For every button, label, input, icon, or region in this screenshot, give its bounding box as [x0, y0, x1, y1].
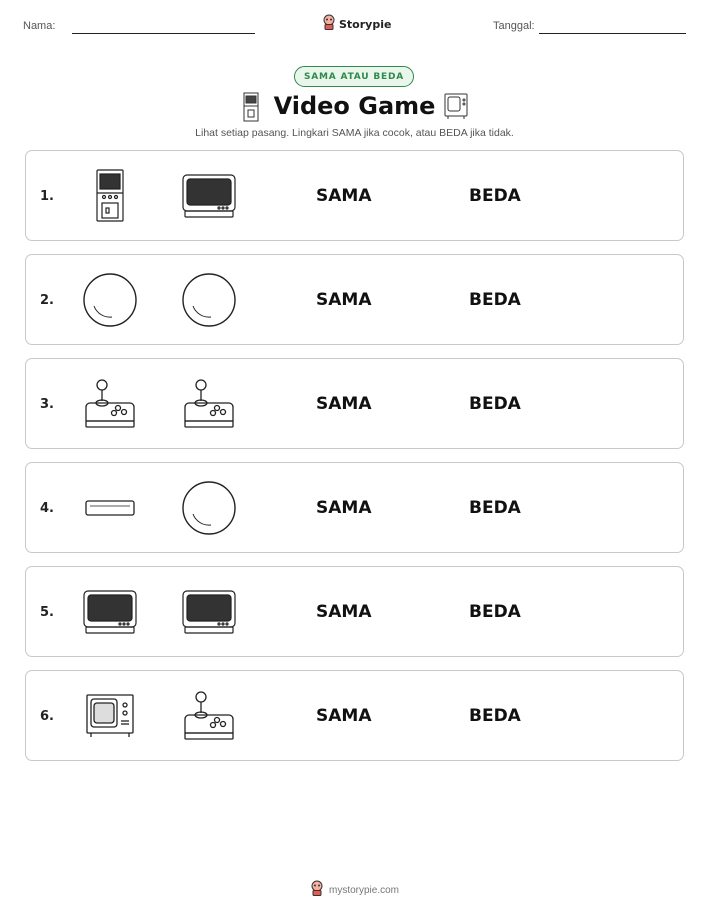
- storypie-logo-icon: [310, 880, 324, 901]
- question-row-1: [25, 150, 684, 241]
- option-beda[interactable]: BEDA: [469, 706, 521, 726]
- footer: [0, 880, 709, 901]
- trackball-icon: [181, 272, 237, 328]
- question-row-2: [25, 254, 684, 345]
- brand: [322, 14, 391, 35]
- date-field[interactable]: [539, 33, 686, 34]
- crt-monitor-icon: [181, 168, 237, 224]
- option-sama[interactable]: SAMA: [316, 602, 372, 622]
- arcade-cabinet-icon: [82, 168, 138, 224]
- option-beda[interactable]: BEDA: [469, 290, 521, 310]
- question-number: 1.: [40, 189, 54, 204]
- brand-name: Storypie: [339, 18, 392, 31]
- retro-tv-icon: [443, 92, 469, 125]
- page-title: Video Game: [273, 92, 436, 120]
- crt-monitor-icon: [82, 584, 138, 640]
- name-field[interactable]: [72, 33, 255, 34]
- crt-monitor-icon: [181, 584, 237, 640]
- question-number: 2.: [40, 293, 54, 308]
- trackball-icon: [181, 480, 237, 536]
- trackball-icon: [82, 272, 138, 328]
- joystick-icon: [181, 688, 237, 744]
- joystick-icon: [82, 376, 138, 432]
- question-row-6: [25, 670, 684, 761]
- question-row-3: [25, 358, 684, 449]
- retro-tv-icon: [82, 688, 138, 744]
- option-beda[interactable]: BEDA: [469, 602, 521, 622]
- worksheet-badge: SAMA ATAU BEDA: [294, 66, 414, 87]
- option-beda[interactable]: BEDA: [469, 394, 521, 414]
- date-label: Tanggal:: [493, 20, 535, 32]
- joystick-icon: [181, 376, 237, 432]
- option-sama[interactable]: SAMA: [316, 394, 372, 414]
- option-sama[interactable]: SAMA: [316, 498, 372, 518]
- question-row-5: [25, 566, 684, 657]
- question-row-4: [25, 462, 684, 553]
- option-sama[interactable]: SAMA: [316, 706, 372, 726]
- question-number: 5.: [40, 605, 54, 620]
- option-beda[interactable]: BEDA: [469, 498, 521, 518]
- question-number: 6.: [40, 709, 54, 724]
- instructions: Lihat setiap pasang. Lingkari SAMA jika cocok, atau BEDA jika tidak.: [195, 127, 514, 139]
- question-number: 4.: [40, 501, 54, 516]
- name-label: Nama:: [23, 20, 56, 32]
- cartridge-slot-icon: [82, 480, 138, 536]
- footer-url[interactable]: mystorypie.com: [328, 885, 399, 896]
- option-sama[interactable]: SAMA: [316, 290, 372, 310]
- option-sama[interactable]: SAMA: [316, 186, 372, 206]
- storypie-logo-icon: [322, 14, 336, 35]
- option-beda[interactable]: BEDA: [469, 186, 521, 206]
- question-number: 3.: [40, 397, 54, 412]
